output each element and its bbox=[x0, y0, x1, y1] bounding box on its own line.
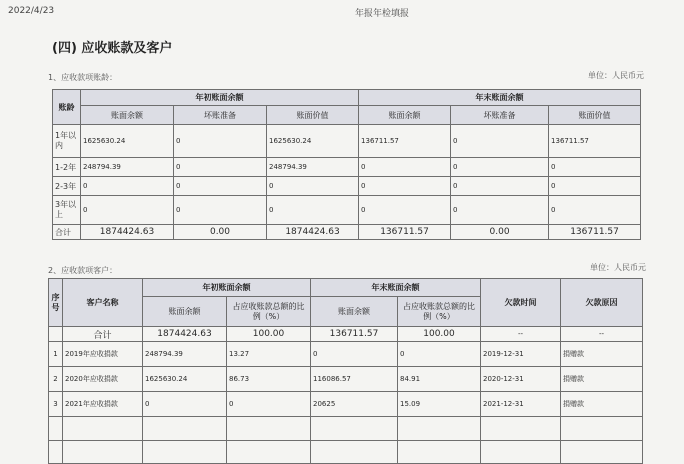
cell: 2 bbox=[49, 367, 63, 392]
cell: 248794.39 bbox=[81, 158, 174, 177]
table-row bbox=[53, 125, 641, 158]
cell bbox=[311, 441, 398, 464]
cell bbox=[481, 417, 561, 441]
cell: 2020年应收捐款 bbox=[63, 367, 143, 392]
cell: 0 bbox=[359, 158, 451, 177]
cell: 2019-12-31 bbox=[481, 342, 561, 367]
total-cell: 0.00 bbox=[174, 225, 267, 240]
cell bbox=[561, 417, 643, 441]
cell bbox=[398, 417, 481, 441]
total-label: 合计 bbox=[53, 225, 81, 240]
cell: 0 bbox=[359, 196, 451, 225]
aging-col-header: 账面价值 bbox=[267, 106, 359, 125]
aging-header-start: 年初账面余额 bbox=[81, 90, 359, 106]
table1-subtitle: 1、应收款项账龄： bbox=[48, 73, 118, 82]
cell: 1625630.24 bbox=[81, 125, 174, 158]
total-row bbox=[49, 327, 643, 342]
cell: 2021-12-31 bbox=[481, 392, 561, 417]
total-cell: 0.00 bbox=[451, 225, 549, 240]
customer-table bbox=[48, 278, 643, 464]
cell: 0 bbox=[227, 392, 311, 417]
cell: 15.09 bbox=[398, 392, 481, 417]
customer-header-reason: 欠款原因 bbox=[561, 279, 643, 327]
cell: 0 bbox=[143, 392, 227, 417]
cell: 0 bbox=[174, 158, 267, 177]
cell: 0 bbox=[549, 158, 641, 177]
cell bbox=[227, 441, 311, 464]
aging-header-age: 账龄 bbox=[53, 90, 81, 125]
customer-header-idx: 序号 bbox=[49, 279, 63, 327]
customer-col-start-ratio: 占应收账款总额的比例（%） bbox=[227, 297, 311, 327]
cell: 248794.39 bbox=[267, 158, 359, 177]
header-date: 2022/4/23 bbox=[8, 6, 55, 16]
table-row bbox=[53, 177, 641, 196]
table2-unit: 单位：人民币元 bbox=[590, 263, 646, 272]
cell: 0 bbox=[451, 196, 549, 225]
cell bbox=[143, 417, 227, 441]
cell: 捐赠款 bbox=[561, 367, 643, 392]
cell: 2020-12-31 bbox=[481, 367, 561, 392]
cell: 0 bbox=[174, 177, 267, 196]
cell: 0 bbox=[174, 196, 267, 225]
cell: 0 bbox=[451, 125, 549, 158]
cell: 1625630.24 bbox=[143, 367, 227, 392]
cell bbox=[143, 441, 227, 464]
cell: 0 bbox=[398, 342, 481, 367]
table-row bbox=[49, 342, 643, 367]
total-cell: 136711.57 bbox=[549, 225, 641, 240]
table-row bbox=[49, 367, 643, 392]
total-cell: -- bbox=[561, 327, 643, 342]
empty-row bbox=[49, 417, 643, 441]
age-label: 1年以内 bbox=[53, 125, 81, 158]
aging-col-header: 账面余额 bbox=[359, 106, 451, 125]
cell: 1625630.24 bbox=[267, 125, 359, 158]
aging-table bbox=[52, 89, 641, 240]
total-cell: 100.00 bbox=[398, 327, 481, 342]
table-row bbox=[49, 392, 643, 417]
total-row bbox=[53, 225, 641, 240]
cell: 0 bbox=[174, 125, 267, 158]
cell bbox=[63, 441, 143, 464]
cell bbox=[49, 417, 63, 441]
cell: 2019年应收捐款 bbox=[63, 342, 143, 367]
cell: 248794.39 bbox=[143, 342, 227, 367]
cell bbox=[227, 417, 311, 441]
customer-col-start-balance: 账面余额 bbox=[143, 297, 227, 327]
cell: 0 bbox=[549, 177, 641, 196]
cell bbox=[49, 441, 63, 464]
aging-col-header: 坏账准备 bbox=[451, 106, 549, 125]
customer-header-end: 年末账面余额 bbox=[311, 279, 481, 297]
cell: 0 bbox=[81, 177, 174, 196]
cell: 捐赠款 bbox=[561, 392, 643, 417]
cell: 13.27 bbox=[227, 342, 311, 367]
total-label: 合计 bbox=[63, 327, 143, 342]
table-row bbox=[53, 196, 641, 225]
customer-col-end-ratio: 占应收账款总额的比例（%） bbox=[398, 297, 481, 327]
cell bbox=[481, 441, 561, 464]
table1-unit: 单位：人民币元 bbox=[588, 71, 644, 80]
cell bbox=[49, 327, 63, 342]
header-doc-title: 年报年检填报 bbox=[355, 9, 410, 19]
customer-header-name: 客户名称 bbox=[63, 279, 143, 327]
section-title: (四) 应收账款及客户 bbox=[52, 41, 173, 56]
total-cell: -- bbox=[481, 327, 561, 342]
age-label: 1-2年 bbox=[53, 158, 81, 177]
cell: 0 bbox=[451, 177, 549, 196]
age-label: 3年以上 bbox=[53, 196, 81, 225]
cell: 0 bbox=[451, 158, 549, 177]
table-row bbox=[53, 158, 641, 177]
cell: 0 bbox=[359, 177, 451, 196]
cell: 136711.57 bbox=[549, 125, 641, 158]
aging-col-header: 账面余额 bbox=[81, 106, 174, 125]
cell bbox=[561, 441, 643, 464]
total-cell: 1874424.63 bbox=[267, 225, 359, 240]
cell: 2021年应收捐款 bbox=[63, 392, 143, 417]
total-cell: 136711.57 bbox=[359, 225, 451, 240]
cell: 1 bbox=[49, 342, 63, 367]
cell: 0 bbox=[311, 342, 398, 367]
age-label: 2-3年 bbox=[53, 177, 81, 196]
cell: 0 bbox=[267, 177, 359, 196]
cell: 136711.57 bbox=[359, 125, 451, 158]
total-cell: 1874424.63 bbox=[81, 225, 174, 240]
cell: 0 bbox=[549, 196, 641, 225]
total-cell: 136711.57 bbox=[311, 327, 398, 342]
cell bbox=[311, 417, 398, 441]
aging-col-header: 坏账准备 bbox=[174, 106, 267, 125]
aging-col-header: 账面价值 bbox=[549, 106, 641, 125]
cell: 116086.57 bbox=[311, 367, 398, 392]
aging-header-end: 年末账面余额 bbox=[359, 90, 641, 106]
cell bbox=[398, 441, 481, 464]
cell: 3 bbox=[49, 392, 63, 417]
cell: 0 bbox=[81, 196, 174, 225]
empty-row bbox=[49, 441, 643, 464]
cell bbox=[63, 417, 143, 441]
cell: 20625 bbox=[311, 392, 398, 417]
total-cell: 100.00 bbox=[227, 327, 311, 342]
total-cell: 1874424.63 bbox=[143, 327, 227, 342]
customer-header-start: 年初账面余额 bbox=[143, 279, 311, 297]
table2-subtitle: 2、应收款项客户： bbox=[48, 266, 118, 275]
customer-header-due: 欠款时间 bbox=[481, 279, 561, 327]
cell: 0 bbox=[267, 196, 359, 225]
cell: 86.73 bbox=[227, 367, 311, 392]
cell: 84.91 bbox=[398, 367, 481, 392]
customer-col-end-balance: 账面余额 bbox=[311, 297, 398, 327]
cell: 捐赠款 bbox=[561, 342, 643, 367]
